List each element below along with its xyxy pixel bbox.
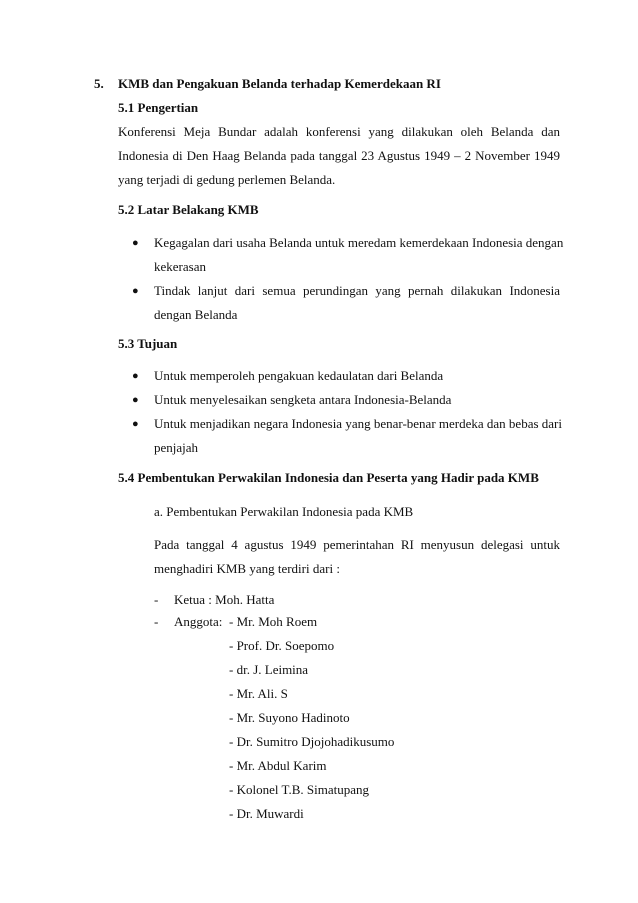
heading-5-4: 5.4 Pembentukan Perwakilan Indonesia dan Peserta yang Hadir pada KMB xyxy=(118,470,539,485)
dash-marker: - xyxy=(154,592,159,607)
bullet-icon: ● xyxy=(132,394,139,406)
member-item: - dr. J. Leimina xyxy=(229,662,309,677)
paragraph-line: menghadiri KMB yang terdiri dari : xyxy=(154,561,340,576)
member-item: - Prof. Dr. Soepomo xyxy=(229,638,335,653)
member-item: - Mr. Suyono Hadinoto xyxy=(229,710,350,725)
member-item: - Mr. Ali. S xyxy=(229,686,288,701)
list-item: Untuk memperoleh pengakuan kedaulatan dari Belanda xyxy=(154,368,444,383)
anggota-label: Anggota: xyxy=(174,614,223,629)
paragraph-line: Pada tanggal 4 agustus 1949 pemerintahan RI menyusun delegasi untuk xyxy=(154,537,560,552)
bullet-icon: ● xyxy=(132,418,139,430)
member-item: - Kolonel T.B. Simatupang xyxy=(229,782,369,797)
member-item: - Mr. Moh Roem xyxy=(229,614,318,629)
list-item: Tindak lanjut dari semua perundingan yang pernah dilakukan Indonesia xyxy=(154,283,560,298)
list-item-continuation: dengan Belanda xyxy=(154,307,238,322)
member-item: - Dr. Sumitro Djojohadikusumo xyxy=(229,734,395,749)
list-item: Untuk menyelesaikan sengketa antara Indonesia-Belanda xyxy=(154,392,452,407)
member-item: - Dr. Muwardi xyxy=(229,806,304,821)
ketua-line: Ketua : Moh. Hatta xyxy=(174,592,275,607)
member-item: - Mr. Abdul Karim xyxy=(229,758,327,773)
paragraph-line: Konferensi Meja Bundar adalah konferensi yang dilakukan oleh Belanda dan xyxy=(118,124,560,139)
subheading-a: a. Pembentukan Perwakilan Indonesia pada KMB xyxy=(154,504,414,519)
dash-marker: - xyxy=(154,614,159,629)
section-title: KMB dan Pengakuan Belanda terhadap Kemerdekaan RI xyxy=(118,76,441,91)
section-number: 5. xyxy=(94,76,104,91)
bullet-icon: ● xyxy=(132,370,139,382)
list-item: Kegagalan dari usaha Belanda untuk meredam kemerdekaan Indonesia dengan xyxy=(154,235,564,250)
bullet-icon: ● xyxy=(132,285,139,297)
bullet-icon: ● xyxy=(132,237,139,249)
heading-5-2: 5.2 Latar Belakang KMB xyxy=(118,202,259,217)
paragraph-line: yang terjadi di gedung perlemen Belanda. xyxy=(118,172,336,187)
list-item-continuation: penjajah xyxy=(154,440,199,455)
heading-5-3: 5.3 Tujuan xyxy=(118,336,178,351)
paragraph-line: Indonesia di Den Haag Belanda pada tanggal 23 Agustus 1949 – 2 November 1949 xyxy=(118,148,560,163)
heading-5-1: 5.1 Pengertian xyxy=(118,100,199,115)
list-item: Untuk menjadikan negara Indonesia yang benar-benar merdeka dan bebas dari xyxy=(154,416,562,431)
list-item-continuation: kekerasan xyxy=(154,259,206,274)
